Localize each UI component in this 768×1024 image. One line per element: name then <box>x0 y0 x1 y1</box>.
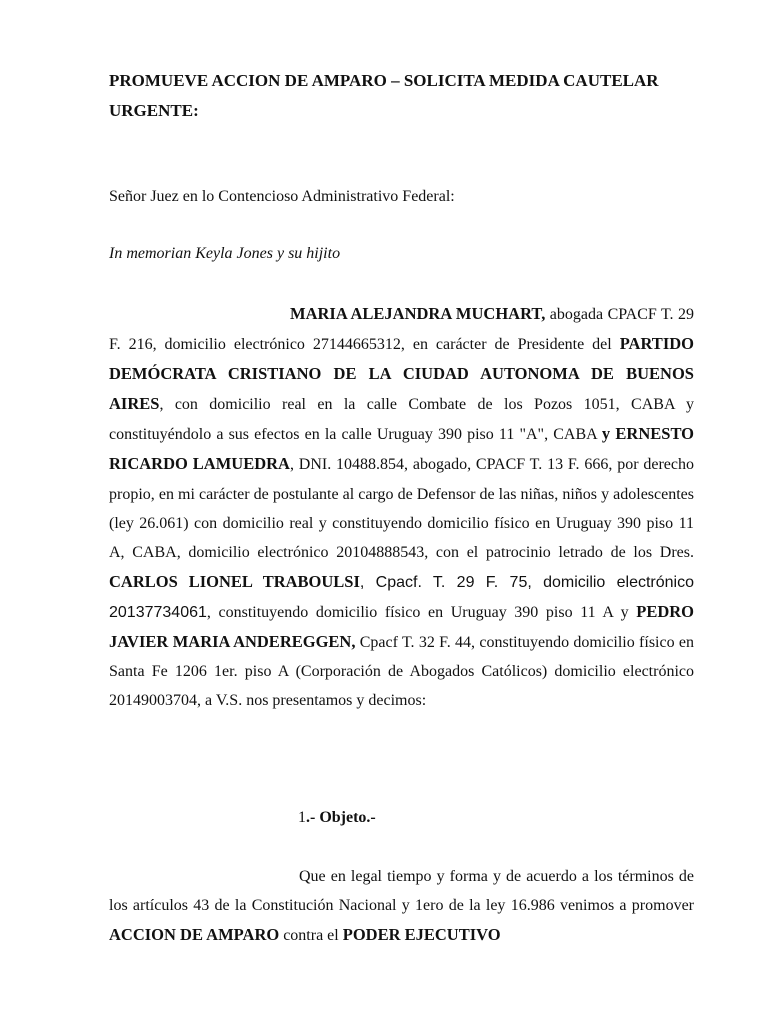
object-bold-amparo: ACCION DE AMPARO <box>109 925 280 945</box>
lawyer-address-traboulsi: , constituyendo domicilio físico en Uruguay 390 piso 11 A y <box>206 603 637 621</box>
lawyer-details-andereggen: Cpacf T. 32 F. 44, constituyendo domicilio físico en Santa Fe 1206 1er. piso A (Corporación de Abogados Católicos) domicilio electrónico 20149003704, a V.S. nos presentamos y decimos: <box>109 634 694 710</box>
plaintiff-details-lamuedra: , DNI. 10488.854, abogado, CPACF T. 13 F. 666, por derecho propio, en mi carácter de postulante al cargo de Defensor de las niñas, niños y adolescentes (ley 26.061) con domicilio real y constituyendo domicilio físico en Uruguay 390 piso 11 A, CABA, domicilio electrónico 20104888543, con el patrocinio letrado de los Dres. <box>109 456 694 561</box>
plaintiff-name-lamuedra: y ERNESTO RICARDO LAMUEDRA <box>109 424 694 474</box>
plaintiff-name-muchart: MARIA ALEJANDRA MUCHART, <box>290 304 546 323</box>
plaintiff-details-muchart: abogada CPACF T. 29 F. 216, domicilio electrónico 27144665312, en carácter de Presidente del <box>109 306 695 354</box>
section-label: .- Objeto.- <box>306 809 376 826</box>
section-number: 1 <box>298 809 306 826</box>
object-text-2: contra el <box>279 927 343 945</box>
intro-paragraph <box>109 299 694 715</box>
addressee-line: Señor Juez en lo Contencioso Administrativo Federal: <box>109 188 455 205</box>
lawyer-name-traboulsi: CARLOS LIONEL TRABOULSI <box>109 571 360 591</box>
lawyer-name-andereggen: PEDRO JAVIER MARIA ANDEREGGEN, <box>109 601 694 652</box>
lawyer-details-traboulsi: , Cpacf. T. 29 F. 75, domicilio electrónico 20137734061 <box>109 573 695 621</box>
document-title: PROMUEVE ACCION DE AMPARO – SOLICITA MEDIDA CAUTELAR URGENTE: <box>109 71 659 120</box>
object-bold-poder: PODER EJECUTIVO <box>342 925 501 945</box>
party-address: , con domicilio real en la calle Combate de los Pozos 1051, CABA y constituyéndolo a sus efectos en la calle Uruguay 390 piso 11 "A", CABA <box>109 396 694 444</box>
object-paragraph <box>109 862 694 950</box>
object-text-1: Que en legal tiempo y forma y de acuerdo a los términos de los artículos 43 de la Constitución Nacional y 1ero de la ley 16.986 venimos a promover <box>109 868 694 915</box>
party-name: PARTIDO DEMÓCRATA CRISTIANO DE LA CIUDAD AUTONOMA DE BUENOS AIRES <box>109 334 694 414</box>
section-heading-objeto <box>298 805 376 831</box>
memoriam-line: In memorian Keyla Jones y su hijito <box>109 245 341 262</box>
